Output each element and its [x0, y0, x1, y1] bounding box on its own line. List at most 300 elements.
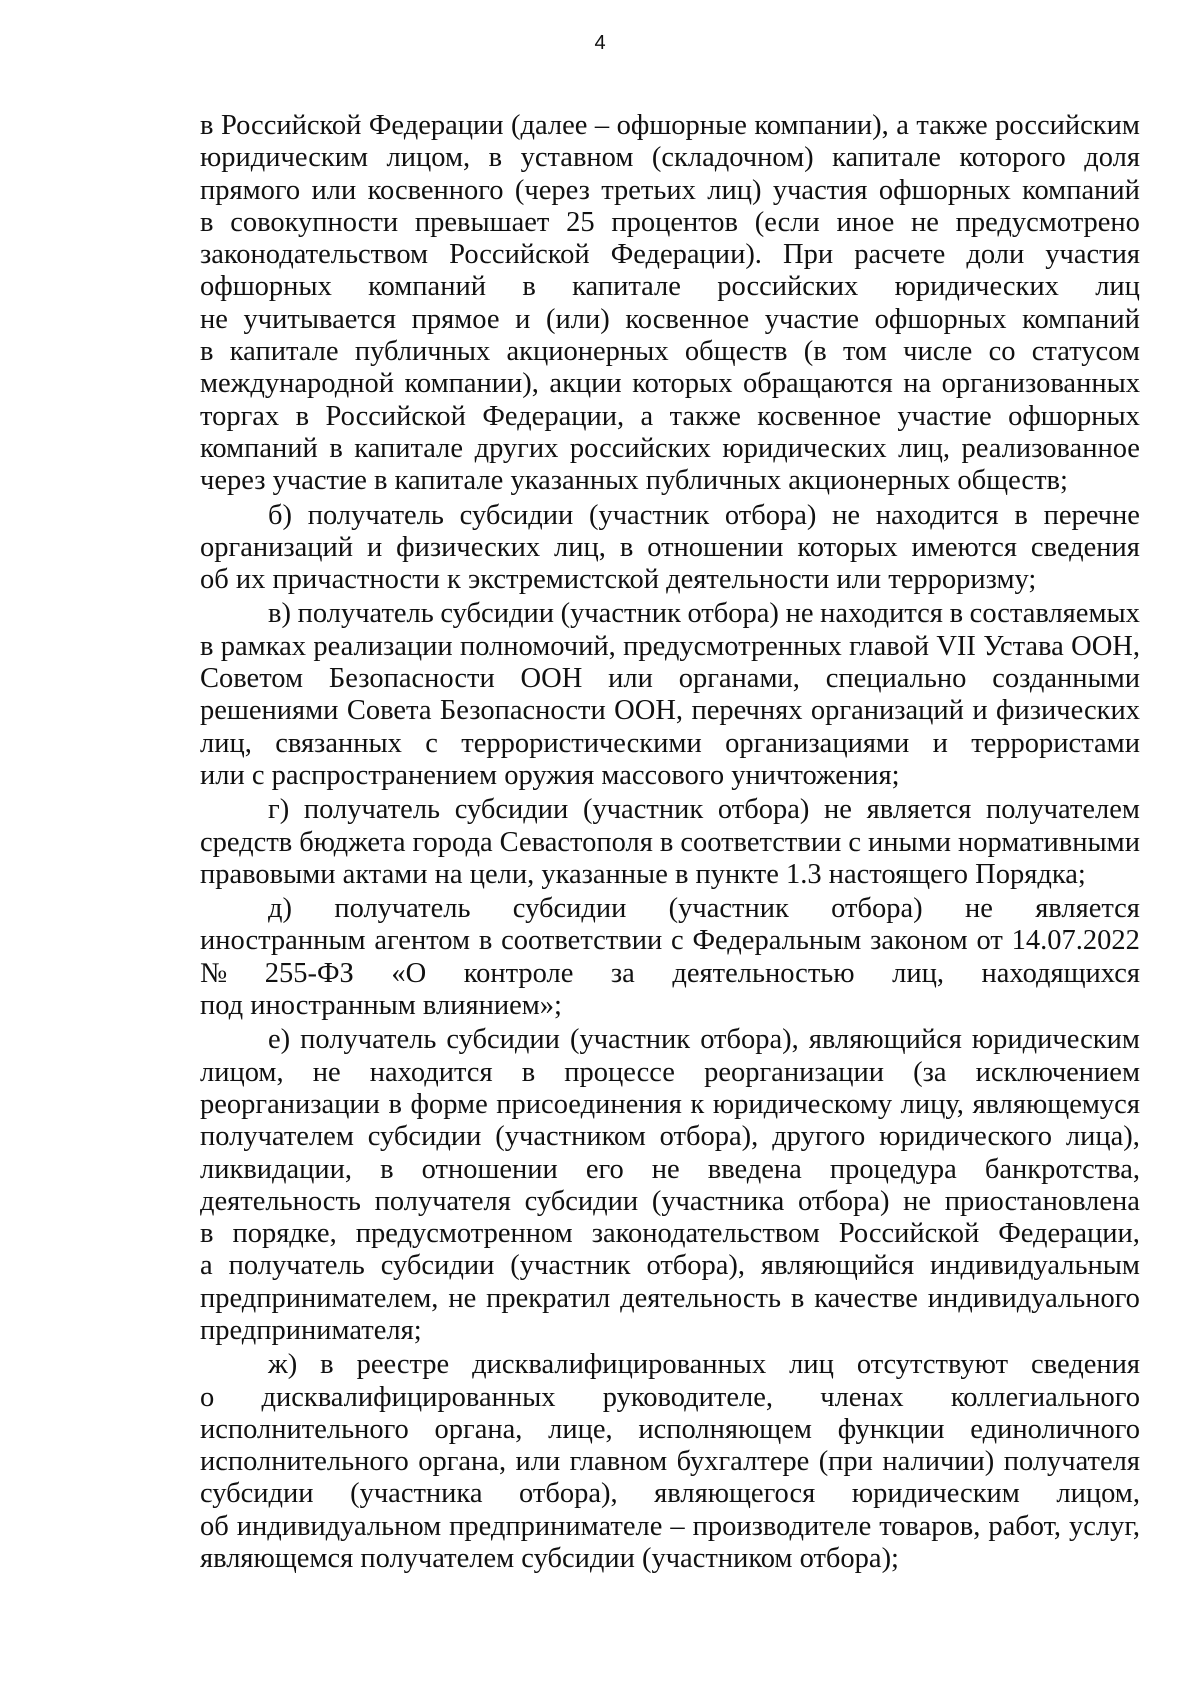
- word: получатель: [297, 598, 434, 630]
- text-line: [200, 1349, 1140, 1381]
- word: Российской: [838, 1218, 980, 1250]
- word: отсутствуют: [856, 1349, 1009, 1381]
- word: капитале: [354, 432, 464, 464]
- word: не: [200, 303, 228, 335]
- word: предусмотренных: [623, 630, 842, 662]
- word: лиц: [789, 1349, 834, 1381]
- word: (участник: [560, 598, 681, 630]
- text-line: [200, 893, 1140, 925]
- word: в: [380, 1153, 394, 1185]
- word: процентов: [611, 206, 739, 238]
- text-line: [200, 1089, 1140, 1121]
- word: учитывается: [243, 303, 396, 335]
- word: об: [200, 1510, 229, 1542]
- word: ж): [268, 1349, 298, 1381]
- word: прямого: [200, 174, 301, 206]
- word: в: [522, 271, 536, 303]
- word: юридических: [894, 271, 1059, 303]
- word: международной: [200, 368, 394, 400]
- word: организаций: [200, 531, 354, 563]
- text-line: [200, 695, 1140, 727]
- word: (в: [803, 336, 827, 368]
- word: процедура: [829, 1153, 957, 1185]
- word: в: [388, 1088, 402, 1120]
- word: Совета: [346, 695, 432, 727]
- page-number: 4: [594, 32, 606, 54]
- word: в: [200, 1218, 214, 1250]
- word: г): [268, 794, 290, 826]
- word: юридическим: [851, 1478, 1020, 1510]
- text-line: [200, 271, 1140, 303]
- word: отбора),: [700, 1024, 799, 1056]
- word: созданными: [992, 663, 1140, 695]
- word: капитале: [572, 271, 681, 303]
- word: компаний: [1022, 303, 1140, 335]
- word: лиц,: [898, 432, 951, 464]
- word: российских: [569, 432, 711, 464]
- word: отношении: [421, 1153, 558, 1185]
- word: имеются: [911, 531, 1017, 563]
- word: субсидии: [454, 794, 569, 826]
- word: исполнительного: [200, 1446, 409, 1478]
- word: его: [585, 1153, 624, 1185]
- word: предпринимателе: [449, 1510, 663, 1542]
- word: которых: [632, 368, 733, 400]
- word: единоличного: [970, 1413, 1140, 1445]
- word: VII: [936, 630, 976, 662]
- text-line: [200, 1057, 1140, 1089]
- word: индивидуальным: [930, 1250, 1140, 1282]
- word: отбора): [687, 598, 779, 630]
- word: третьих: [601, 174, 696, 206]
- word: б): [268, 499, 292, 531]
- text-line: [200, 368, 1140, 400]
- word: капитале: [832, 142, 941, 174]
- word: российских: [717, 271, 859, 303]
- text-line: [200, 336, 1140, 368]
- word: за: [610, 957, 635, 989]
- word: субсидии: [524, 1185, 639, 1217]
- word: (или): [546, 303, 610, 335]
- text-line: [200, 433, 1140, 465]
- text-line: [200, 304, 1140, 336]
- word: в: [521, 1056, 536, 1088]
- word: с: [425, 727, 438, 759]
- word: террористами: [971, 727, 1140, 759]
- word: предусмотрено: [955, 206, 1140, 238]
- word: находящихся: [981, 957, 1140, 989]
- word: в: [329, 432, 343, 464]
- word: отбора),: [659, 1121, 759, 1153]
- word: наличии): [882, 1446, 995, 1478]
- word: в): [268, 598, 291, 630]
- word: участие: [897, 400, 992, 432]
- document-body: [200, 110, 1140, 1575]
- word: (участник: [510, 1250, 631, 1282]
- word: не: [832, 499, 861, 531]
- word: а: [896, 110, 909, 141]
- word: (при: [818, 1446, 873, 1478]
- word: том: [843, 336, 887, 368]
- word: российским: [995, 110, 1140, 141]
- word: статусом: [1031, 336, 1140, 368]
- word: офшорных: [200, 271, 332, 303]
- word: в: [200, 336, 214, 368]
- word: офшорных: [1008, 400, 1140, 432]
- word: не: [448, 1282, 477, 1314]
- word: являющийся: [761, 1250, 915, 1282]
- word: Российской: [220, 110, 362, 141]
- word: ООН,: [1071, 630, 1140, 662]
- text-line: [200, 1154, 1140, 1186]
- word: юридического: [879, 1121, 1052, 1153]
- word: в: [295, 400, 310, 432]
- word: составляемых: [969, 598, 1140, 630]
- word: исполнительного: [200, 1413, 409, 1445]
- word: лиц,: [892, 957, 944, 989]
- word: реорганизации: [200, 1088, 380, 1120]
- word: акционерных: [506, 336, 669, 368]
- word: Российской: [449, 239, 590, 271]
- word: дисквалифицированных: [261, 1381, 556, 1413]
- word: другого: [772, 1121, 866, 1153]
- word: акции: [549, 368, 622, 400]
- word: не: [910, 206, 939, 238]
- word: офшорные: [616, 110, 747, 141]
- word: приостановлена: [944, 1185, 1140, 1217]
- word: лиц,: [200, 727, 252, 759]
- word: компаний: [200, 432, 318, 464]
- word: в: [1014, 499, 1028, 531]
- word: получателя: [1003, 1446, 1140, 1478]
- word: Федерации,: [998, 1218, 1140, 1250]
- word: связанных: [275, 727, 402, 759]
- word: При: [783, 239, 834, 271]
- word: получателя: [374, 1185, 511, 1217]
- word: юридическим: [200, 142, 369, 174]
- text-line: под иностранным влиянием»;: [200, 990, 562, 1022]
- word: в: [659, 826, 674, 858]
- word: находится: [369, 1056, 493, 1088]
- text-line: правовыми актами на цели, указанные в пункте 1.3 настоящего Порядка;: [200, 858, 1086, 890]
- word: сведения: [1030, 531, 1140, 563]
- word: отбора): [717, 794, 810, 826]
- word: перечнях: [691, 695, 803, 727]
- word: организованных: [941, 368, 1140, 400]
- word: ликвидации,: [200, 1153, 353, 1185]
- word: (участник: [582, 794, 704, 826]
- word: от: [976, 925, 1003, 957]
- word: Федерации).: [610, 239, 762, 271]
- text-line: [200, 1250, 1140, 1282]
- text-line: [200, 1446, 1140, 1478]
- word: Севастополя: [499, 826, 653, 858]
- word: лиц): [707, 174, 762, 206]
- text-line: [200, 1283, 1140, 1315]
- word: числе: [903, 336, 973, 368]
- text-line: [200, 401, 1140, 433]
- word: субсидии: [440, 598, 554, 630]
- word: участие: [764, 303, 859, 335]
- word: услуг,: [1068, 1510, 1140, 1542]
- word: расчете: [854, 239, 946, 271]
- word: в: [320, 1349, 334, 1381]
- word: прямое: [411, 303, 500, 335]
- word: присоединения: [496, 1088, 682, 1120]
- word: контроле: [463, 957, 574, 989]
- word: со: [988, 336, 1016, 368]
- word: исключением: [975, 1056, 1140, 1088]
- word: косвенного: [367, 174, 504, 206]
- word: субсидии: [459, 499, 574, 531]
- text-line: [200, 1511, 1140, 1543]
- word: Федеральным: [692, 925, 862, 957]
- word: порядке,: [232, 1218, 337, 1250]
- word: Российской: [325, 400, 466, 432]
- word: в: [200, 206, 214, 238]
- text-line: [200, 500, 1140, 532]
- word: отношении: [647, 531, 784, 563]
- word: е): [268, 1024, 291, 1056]
- word: офшорных: [874, 303, 1007, 335]
- word: юридическим: [971, 1024, 1140, 1056]
- word: отбора): [724, 499, 817, 531]
- word: получатель: [303, 794, 441, 826]
- word: в: [200, 110, 214, 141]
- word: не: [903, 1185, 932, 1217]
- word: а: [200, 1250, 213, 1282]
- word: деятельность: [200, 1185, 361, 1217]
- word: организаций: [810, 695, 964, 727]
- word: членах: [820, 1381, 904, 1413]
- word: 14.07.2022: [1011, 925, 1140, 957]
- word: получателем: [200, 1121, 354, 1153]
- word: №: [200, 957, 228, 989]
- text-line: [200, 958, 1140, 990]
- word: уставном: [520, 142, 634, 174]
- word: решениями: [200, 695, 339, 727]
- word: получатель: [334, 893, 471, 925]
- word: капитале: [229, 336, 339, 368]
- word: банкротства,: [984, 1153, 1140, 1185]
- word: Советом: [200, 663, 304, 695]
- word: бухгалтере: [676, 1446, 810, 1478]
- word: работ,: [988, 1510, 1062, 1542]
- word: компании),: [404, 368, 539, 400]
- text-line: [200, 631, 1140, 663]
- word: находится: [875, 499, 999, 531]
- word: прекратил: [486, 1282, 611, 1314]
- word: обществ: [684, 336, 788, 368]
- word: исполняющем: [638, 1413, 812, 1445]
- word: иными: [868, 826, 951, 858]
- text-line: [200, 1414, 1140, 1446]
- word: и: [932, 727, 948, 759]
- word: ООН: [520, 663, 583, 695]
- word: дисквалифицированных: [472, 1349, 767, 1381]
- word: и: [515, 303, 531, 335]
- word: индивидуальном: [236, 1510, 442, 1542]
- word: лицом,: [386, 142, 471, 174]
- word: «О: [391, 957, 427, 989]
- word: Безопасности: [328, 663, 495, 695]
- word: совокупности: [230, 206, 399, 238]
- word: участия: [772, 174, 868, 206]
- word: и: [972, 695, 988, 727]
- text-line: являющемся получателем субсидии (участником отбора);: [200, 1543, 899, 1575]
- word: законом: [870, 925, 968, 957]
- word: физических: [996, 695, 1140, 727]
- word: субсидии: [446, 1024, 560, 1056]
- word: (за: [913, 1056, 947, 1088]
- word: отбора): [797, 1185, 890, 1217]
- word: а: [640, 400, 654, 432]
- word: (участник: [569, 1024, 691, 1056]
- word: лиц: [1095, 271, 1140, 303]
- word: средств: [200, 826, 293, 858]
- word: деятельность: [620, 1282, 781, 1314]
- word: офшорных: [878, 174, 1011, 206]
- word: (участника: [350, 1478, 483, 1510]
- word: не: [824, 794, 852, 826]
- word: доли: [966, 239, 1025, 271]
- text-line: [200, 207, 1140, 239]
- word: деятельностью: [672, 957, 855, 989]
- word: иное: [836, 206, 895, 238]
- word: –: [594, 110, 610, 141]
- word: лицом,: [1056, 1478, 1140, 1510]
- text-line: или с распространением оружия массового уничтожения;: [200, 759, 900, 791]
- word: юридических: [722, 432, 887, 464]
- word: также: [669, 400, 741, 432]
- word: лиц,: [554, 531, 606, 563]
- word: получатель: [307, 499, 444, 531]
- word: функции: [837, 1413, 945, 1445]
- word: отбора): [831, 893, 923, 925]
- word: являющийся: [808, 1024, 962, 1056]
- word: компании),: [754, 110, 889, 141]
- word: субсидии: [367, 1121, 482, 1153]
- word: в: [949, 598, 964, 630]
- word: которых: [797, 531, 898, 563]
- word: руководителе,: [602, 1381, 774, 1413]
- word: бюджета: [299, 826, 406, 858]
- word: лица),: [1065, 1121, 1140, 1153]
- word: отбора),: [646, 1250, 746, 1282]
- word: на: [903, 368, 932, 400]
- word: в: [790, 1282, 805, 1314]
- word: органа,: [418, 1446, 507, 1478]
- word: доля: [1084, 142, 1140, 174]
- word: (через: [514, 174, 590, 206]
- word: которого: [959, 142, 1066, 174]
- word: реализации: [313, 630, 453, 662]
- word: к: [690, 1088, 705, 1120]
- word: также: [916, 110, 988, 141]
- text-line: [200, 728, 1140, 760]
- word: лице,: [548, 1413, 613, 1445]
- text-line: [200, 1382, 1140, 1414]
- word: в: [488, 142, 503, 174]
- word: не: [312, 1056, 341, 1088]
- word: ООН,: [614, 695, 684, 727]
- word: физических: [396, 531, 541, 563]
- word: в: [200, 630, 214, 662]
- text-line: предпринимателя;: [200, 1314, 422, 1346]
- word: перечне: [1043, 499, 1140, 531]
- word: юридическому: [712, 1088, 893, 1120]
- word: находится: [820, 598, 943, 630]
- word: превышает: [414, 206, 550, 238]
- word: (складочном): [651, 142, 814, 174]
- word: получателем: [986, 794, 1140, 826]
- word: торгах: [200, 400, 280, 432]
- word: не: [964, 893, 993, 925]
- word: процессе: [564, 1056, 675, 1088]
- word: лицом,: [200, 1056, 284, 1088]
- word: публичных: [354, 336, 491, 368]
- word: агентом: [374, 925, 471, 957]
- word: субсидии: [200, 1478, 314, 1510]
- word: главой: [849, 630, 929, 662]
- text-line: [200, 794, 1140, 826]
- text-line: [200, 142, 1140, 174]
- word: не: [785, 598, 814, 630]
- word: 25: [566, 206, 595, 238]
- word: Федерации,: [482, 400, 625, 432]
- word: предпринимателем,: [200, 1282, 439, 1314]
- word: введена: [707, 1153, 802, 1185]
- word: (участника: [651, 1185, 785, 1217]
- word: законодательством: [200, 239, 429, 271]
- word: рамках: [220, 630, 307, 662]
- word: компаний: [1022, 174, 1140, 206]
- word: других: [474, 432, 559, 464]
- text-line: [200, 110, 1140, 142]
- word: участия: [1045, 239, 1140, 271]
- word: коллегиального: [950, 1381, 1140, 1413]
- text-line: [200, 532, 1140, 564]
- word: получатель: [300, 1024, 437, 1056]
- word: или: [608, 663, 653, 695]
- word: специально: [825, 663, 967, 695]
- word: (участником: [495, 1121, 646, 1153]
- word: косвенное: [757, 400, 881, 432]
- text-line: [200, 598, 1140, 630]
- word: или: [515, 1446, 561, 1478]
- word: и: [366, 531, 383, 563]
- word: полномочий,: [459, 630, 616, 662]
- word: в: [478, 925, 493, 957]
- word: –: [670, 1510, 685, 1542]
- word: террористическими: [461, 727, 702, 759]
- word: производителе: [692, 1510, 872, 1542]
- text-line: [200, 663, 1140, 695]
- text-line: [200, 239, 1140, 271]
- word: главном: [569, 1446, 668, 1478]
- word: являющегося: [654, 1478, 816, 1510]
- word: субсидии: [512, 893, 627, 925]
- text-line: [200, 1186, 1140, 1218]
- word: соответствии: [501, 925, 663, 957]
- word: законодательством: [591, 1218, 820, 1250]
- word: органами,: [678, 663, 800, 695]
- word: отбора),: [519, 1478, 618, 1510]
- word: лицу,: [900, 1088, 964, 1120]
- word: Безопасности: [439, 695, 606, 727]
- word: субсидии: [380, 1250, 495, 1282]
- word: обращаются: [742, 368, 893, 400]
